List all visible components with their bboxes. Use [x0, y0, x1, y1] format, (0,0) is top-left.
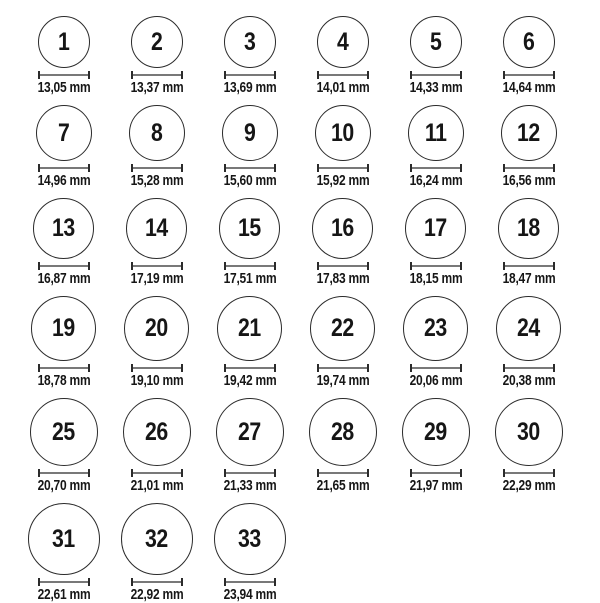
ring-size-number: 32 [145, 524, 168, 553]
diameter-label: 20,70 mm [37, 477, 90, 494]
diameter-measure-line [317, 164, 369, 172]
ring-circle [408, 105, 464, 161]
ring-size-cell [482, 198, 575, 286]
diameter-label: 14,01 mm [316, 79, 369, 96]
ring-size-cell [389, 16, 482, 95]
diameter-measure-line [317, 364, 369, 372]
ring-circle [131, 16, 183, 68]
ring-size-number: 20 [145, 314, 168, 342]
ring-size-cell [17, 398, 110, 493]
ring-size-number: 17 [424, 214, 447, 242]
ring-size-cell [17, 503, 110, 602]
diameter-measure-line [131, 364, 183, 372]
ring-size-number: 26 [145, 417, 168, 446]
diameter-label: 14,64 mm [502, 79, 555, 96]
ring-size-cell [110, 296, 203, 388]
ring-circle [219, 198, 280, 259]
diameter-label: 14,33 mm [409, 79, 462, 96]
ring-size-number: 30 [517, 417, 540, 446]
ring-size-cell [296, 16, 389, 95]
ring-size-cell [482, 398, 575, 493]
ring-size-cell [203, 198, 296, 286]
measure-line [40, 472, 88, 474]
ring-circle [124, 296, 189, 361]
measure-line [226, 265, 274, 267]
ring-size-cell [203, 105, 296, 188]
ring-size-cell [482, 105, 575, 188]
diameter-measure-line [38, 364, 90, 372]
ring-circle [495, 398, 563, 466]
ring-size-cell [17, 296, 110, 388]
ring-size-cell [110, 16, 203, 95]
diameter-label: 17,83 mm [316, 270, 369, 287]
diameter-label: 14,96 mm [37, 172, 90, 189]
ring-size-cell [296, 105, 389, 188]
measure-line [133, 74, 181, 76]
diameter-label: 19,10 mm [130, 372, 183, 389]
diameter-measure-line [410, 262, 462, 270]
diameter-label: 16,56 mm [502, 172, 555, 189]
measure-line [319, 74, 367, 76]
ring-size-number: 6 [522, 27, 535, 56]
ring-circle [36, 105, 92, 161]
ring-circle [317, 16, 369, 68]
measure-line [133, 472, 181, 474]
ring-size-number: 27 [238, 417, 261, 446]
ring-size-number: 29 [424, 417, 447, 446]
chart-row-5 [17, 398, 600, 493]
ring-size-cell [389, 296, 482, 388]
diameter-label: 23,94 mm [223, 586, 276, 603]
ring-size-number: 4 [336, 27, 349, 56]
diameter-measure-line [38, 262, 90, 270]
diameter-measure-line [38, 469, 90, 477]
ring-size-cell [482, 16, 575, 95]
ring-size-cell [203, 16, 296, 95]
diameter-measure-line [224, 262, 276, 270]
ring-circle [214, 503, 286, 575]
ring-size-number: 33 [238, 524, 261, 553]
measure-line [319, 167, 367, 169]
diameter-label: 15,60 mm [223, 172, 276, 189]
measure-line [412, 367, 460, 369]
ring-circle [121, 503, 193, 575]
diameter-label: 17,19 mm [130, 270, 183, 287]
diameter-measure-line [131, 469, 183, 477]
diameter-label: 15,28 mm [130, 172, 183, 189]
ring-size-number: 12 [517, 118, 540, 147]
ring-size-cell [296, 296, 389, 388]
diameter-measure-line [131, 164, 183, 172]
ring-circle [402, 398, 470, 466]
ring-circle [33, 198, 94, 259]
ring-circle [405, 198, 466, 259]
ring-size-cell [203, 398, 296, 493]
diameter-label: 21,01 mm [130, 477, 183, 494]
ring-circle [38, 16, 90, 68]
ring-circle [403, 296, 468, 361]
diameter-label: 21,33 mm [223, 477, 276, 494]
diameter-label: 20,06 mm [409, 372, 462, 389]
ring-size-cell [389, 105, 482, 188]
ring-size-number: 25 [52, 417, 75, 446]
diameter-measure-line [131, 262, 183, 270]
ring-circle [503, 16, 555, 68]
measure-line [40, 581, 88, 583]
ring-circle [216, 398, 284, 466]
measure-line [505, 74, 553, 76]
diameter-label: 13,37 mm [130, 79, 183, 96]
measure-line [133, 581, 181, 583]
diameter-measure-line [317, 71, 369, 79]
ring-circle [496, 296, 561, 361]
diameter-label: 19,42 mm [223, 372, 276, 389]
ring-size-number: 1 [57, 27, 70, 56]
diameter-measure-line [131, 71, 183, 79]
diameter-label: 22,61 mm [37, 586, 90, 603]
measure-line [133, 265, 181, 267]
ring-size-number: 15 [238, 214, 261, 242]
ring-circle [224, 16, 276, 68]
chart-row-1 [17, 16, 600, 95]
ring-size-cell [17, 16, 110, 95]
diameter-measure-line [410, 71, 462, 79]
ring-circle [30, 398, 98, 466]
ring-circle [312, 198, 373, 259]
diameter-label: 18,47 mm [502, 270, 555, 287]
ring-circle [501, 105, 557, 161]
measure-line [133, 167, 181, 169]
ring-circle [129, 105, 185, 161]
ring-size-number: 22 [331, 314, 354, 342]
ring-size-number: 11 [424, 118, 447, 147]
diameter-measure-line [317, 262, 369, 270]
diameter-measure-line [503, 164, 555, 172]
measure-line [40, 367, 88, 369]
ring-size-cell [110, 398, 203, 493]
ring-size-cell [110, 503, 203, 602]
ring-size-cell [389, 198, 482, 286]
measure-line [505, 167, 553, 169]
diameter-measure-line [224, 71, 276, 79]
ring-size-number: 16 [331, 214, 354, 242]
ring-circle [28, 503, 100, 575]
ring-size-number: 8 [150, 118, 163, 147]
measure-line [133, 367, 181, 369]
measure-line [226, 74, 274, 76]
diameter-label: 16,24 mm [409, 172, 462, 189]
ring-circle [217, 296, 282, 361]
ring-size-cell [110, 105, 203, 188]
diameter-label: 20,38 mm [502, 372, 555, 389]
ring-circle [410, 16, 462, 68]
diameter-measure-line [503, 364, 555, 372]
chart-row-3 [17, 198, 600, 286]
diameter-measure-line [503, 469, 555, 477]
ring-size-number: 31 [52, 524, 75, 553]
diameter-measure-line [38, 164, 90, 172]
ring-size-cell [17, 105, 110, 188]
diameter-measure-line [224, 364, 276, 372]
diameter-measure-line [503, 71, 555, 79]
diameter-measure-line [38, 71, 90, 79]
ring-size-number: 13 [52, 214, 75, 242]
ring-circle [31, 296, 96, 361]
ring-size-number: 21 [238, 314, 261, 342]
diameter-measure-line [224, 164, 276, 172]
measure-line [40, 265, 88, 267]
chart-row-2 [17, 105, 600, 188]
diameter-label: 22,92 mm [130, 586, 183, 603]
ring-size-number: 23 [424, 314, 447, 342]
ring-circle [222, 105, 278, 161]
ring-size-cell [17, 198, 110, 286]
ring-size-number: 9 [243, 118, 256, 147]
diameter-measure-line [224, 578, 276, 586]
measure-line [319, 472, 367, 474]
ring-size-cell [296, 398, 389, 493]
diameter-label: 13,05 mm [37, 79, 90, 96]
measure-line [505, 265, 553, 267]
diameter-label: 21,65 mm [316, 477, 369, 494]
diameter-label: 15,92 mm [316, 172, 369, 189]
ring-size-cell [296, 198, 389, 286]
ring-size-number: 2 [150, 27, 163, 56]
diameter-measure-line [410, 164, 462, 172]
diameter-label: 22,29 mm [502, 477, 555, 494]
ring-size-number: 3 [243, 27, 256, 56]
ring-circle [309, 398, 377, 466]
ring-size-number: 10 [331, 118, 354, 147]
ring-size-number: 14 [145, 214, 168, 242]
diameter-measure-line [131, 578, 183, 586]
diameter-measure-line [410, 364, 462, 372]
measure-line [226, 581, 274, 583]
measure-line [412, 74, 460, 76]
measure-line [40, 74, 88, 76]
measure-line [412, 472, 460, 474]
ring-size-number: 19 [52, 314, 75, 342]
measure-line [505, 367, 553, 369]
ring-size-cell [110, 198, 203, 286]
ring-circle [123, 398, 191, 466]
ring-circle [315, 105, 371, 161]
measure-line [412, 265, 460, 267]
measure-line [412, 167, 460, 169]
ring-size-cell [203, 503, 296, 602]
measure-line [40, 167, 88, 169]
chart-row-4 [17, 296, 600, 388]
ring-size-number: 5 [429, 27, 442, 56]
diameter-measure-line [38, 578, 90, 586]
diameter-measure-line [410, 469, 462, 477]
measure-line [226, 472, 274, 474]
ring-size-cell [482, 296, 575, 388]
measure-line [226, 367, 274, 369]
diameter-label: 18,78 mm [37, 372, 90, 389]
diameter-measure-line [503, 262, 555, 270]
ring-circle [126, 198, 187, 259]
ring-size-cell [389, 398, 482, 493]
diameter-label: 18,15 mm [409, 270, 462, 287]
diameter-measure-line [224, 469, 276, 477]
ring-size-number: 24 [517, 314, 540, 342]
diameter-label: 17,51 mm [223, 270, 276, 287]
ring-size-cell [203, 296, 296, 388]
measure-line [319, 367, 367, 369]
ring-circle [498, 198, 559, 259]
chart-row-6 [17, 503, 600, 602]
measure-line [319, 265, 367, 267]
diameter-label: 13,69 mm [223, 79, 276, 96]
diameter-label: 16,87 mm [37, 270, 90, 287]
diameter-label: 21,97 mm [409, 477, 462, 494]
diameter-measure-line [317, 469, 369, 477]
ring-size-number: 7 [57, 118, 70, 147]
diameter-label: 19,74 mm [316, 372, 369, 389]
ring-size-number: 28 [331, 417, 354, 446]
ring-circle [310, 296, 375, 361]
measure-line [505, 472, 553, 474]
measure-line [226, 167, 274, 169]
ring-size-number: 18 [517, 214, 540, 242]
